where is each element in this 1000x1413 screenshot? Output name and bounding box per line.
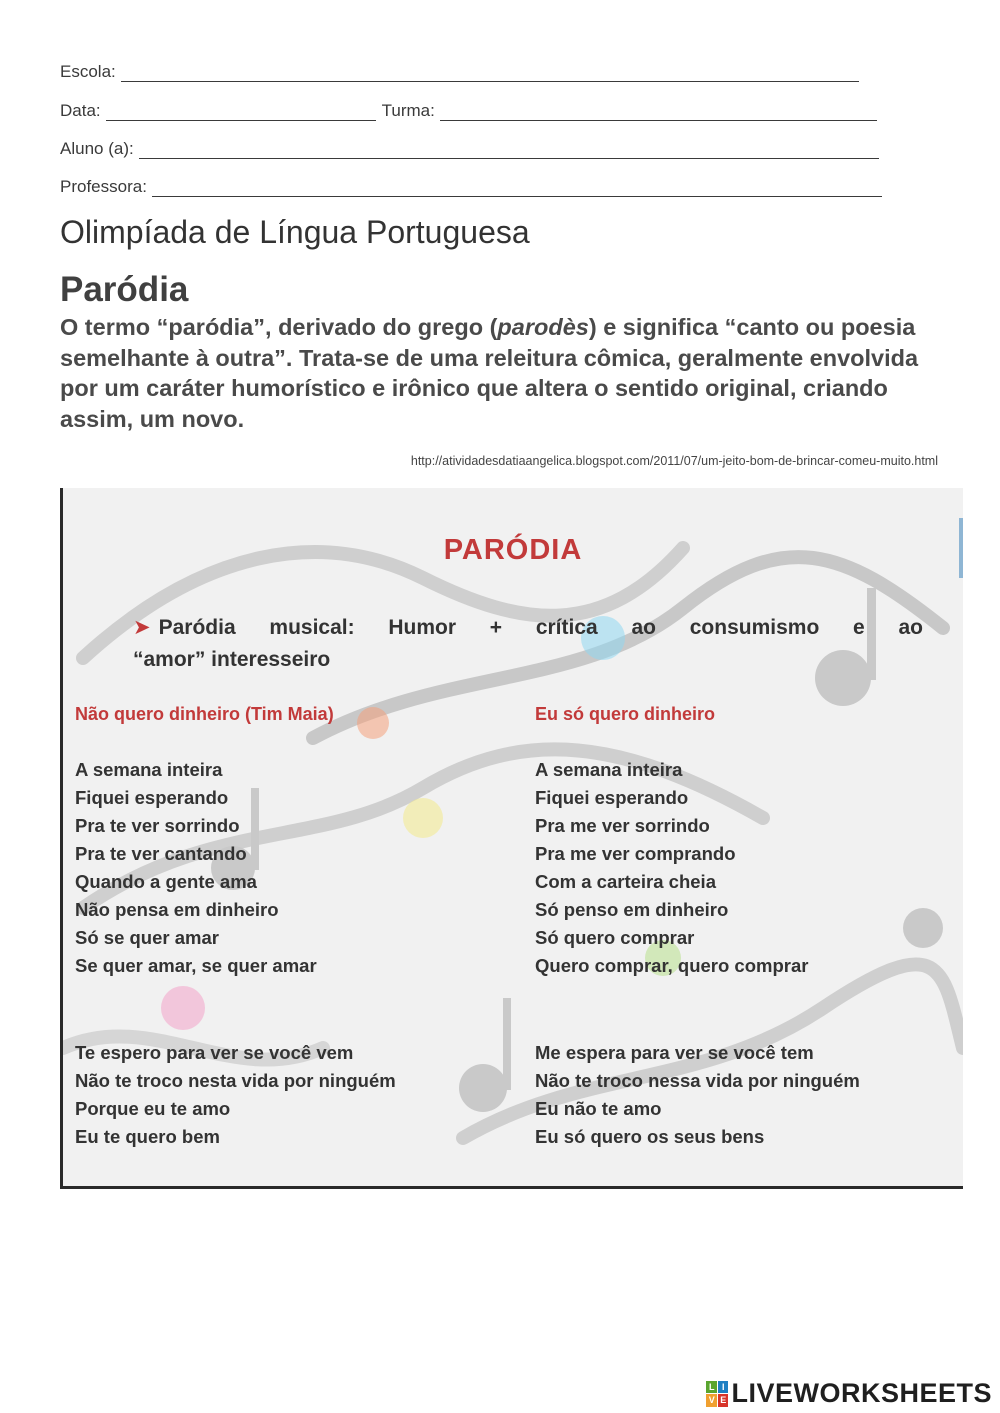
song-title: Não quero dinheiro (Tim Maia) (75, 704, 334, 724)
student-label: Aluno (a): (60, 139, 134, 158)
page-title: Olimpíada de Língua Portuguesa (60, 214, 530, 250)
lyric-line: Pra te ver sorrindo (75, 815, 240, 836)
date-line[interactable] (106, 104, 376, 121)
school-field (60, 60, 859, 82)
arrow-bullet-icon: ➤ (133, 616, 151, 639)
source-url: http://atividadesdatiaangelica.blogspot.com/2011/07/um-jeito-bom-de-brincar-comeu-muito.html (410, 454, 938, 468)
date-label: Data: (60, 101, 101, 120)
lyric-line: Fiquei esperando (535, 787, 689, 808)
class-line[interactable] (440, 104, 877, 121)
lyric-line: Só se quer amar (75, 927, 219, 948)
lyric-line: Porque eu te amo (75, 1098, 231, 1119)
lyric-line: A semana inteira (75, 759, 223, 780)
logo-letter-e: E (718, 1394, 729, 1407)
lyric-line: Só penso em dinheiro (535, 899, 729, 920)
school-label: Escola: (60, 62, 116, 81)
teacher-label: Professora: (60, 177, 147, 196)
logo-letter-v: V (706, 1394, 717, 1407)
lyric-line: Pra te ver cantando (75, 843, 247, 864)
lyric-line: Te espero para ver se você vem (75, 1042, 354, 1063)
parody-image (60, 488, 963, 1189)
lyric-line: Eu te quero bem (75, 1126, 220, 1147)
lyric-line: Se quer amar, se quer amar (75, 955, 317, 976)
lyric-line: Não pensa em dinheiro (75, 899, 279, 920)
lyric-line: Pra me ver sorrindo (535, 815, 710, 836)
definition-italic-term: parodès (497, 314, 589, 340)
class-label: Turma: (381, 101, 435, 120)
student-field (60, 137, 879, 159)
definition-text (60, 312, 940, 434)
image-title: PARÓDIA (443, 534, 583, 566)
date-class-field (60, 99, 877, 121)
logo-letter-l: L (706, 1381, 717, 1394)
liveworksheets-logo (706, 1378, 992, 1409)
definition-part2: ) e significa “canto ou poesia semelhante à outra”. Trata-se de uma releitura cômica, geralmente envolvida por um caráter humorístico e irônico que altera o sentido original, criando assim, um novo. (60, 314, 919, 432)
teacher-field (60, 175, 882, 197)
teacher-line[interactable] (152, 180, 882, 197)
lyric-line: Eu só quero os seus bens (535, 1126, 765, 1147)
bullet-text (133, 615, 923, 640)
lyric-line: Quando a gente ama (75, 871, 257, 892)
song-title: Eu só quero dinheiro (535, 704, 716, 724)
logo-letter-i: I (718, 1381, 729, 1394)
section-title: Paródia (60, 270, 189, 309)
student-line[interactable] (139, 142, 879, 159)
definition-part1: O termo “paródia”, derivado do grego ( (60, 314, 498, 340)
logo-text: LIVEWORKSHEETS (731, 1378, 992, 1408)
lyric-line: Fiquei esperando (75, 787, 229, 808)
bullet-line-1: Paródia musical: Humor + crítica ao consumismo e ao (158, 616, 923, 639)
lyric-line: Só quero comprar (535, 927, 695, 948)
lyric-line: Me espera para ver se você tem (535, 1042, 814, 1063)
logo-icon (706, 1381, 728, 1407)
lyric-line: Com a carteira cheia (535, 871, 716, 892)
lyric-line: Quero comprar, quero comprar (535, 955, 809, 976)
lyric-line: A semana inteira (535, 759, 683, 780)
lyric-line: Não te troco nesta vida por ninguém (75, 1070, 396, 1091)
school-line[interactable] (121, 65, 859, 82)
lyric-line: Pra me ver comprando (535, 843, 736, 864)
lyric-line: Não te troco nessa vida por ninguém (535, 1070, 860, 1091)
bullet-line-2: “amor” interesseiro (133, 648, 331, 671)
lyric-line: Eu não te amo (535, 1098, 662, 1119)
